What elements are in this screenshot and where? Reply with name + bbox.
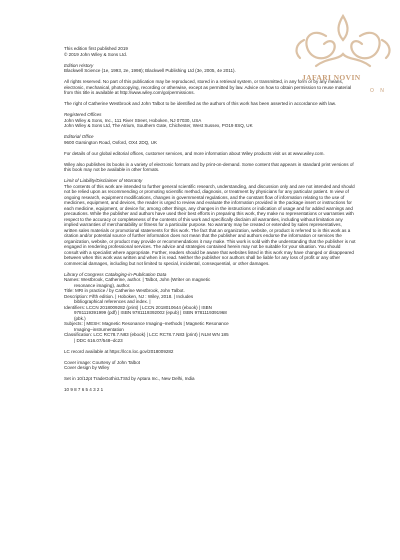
print-line: 10 9 8 7 6 5 4 3 2 1	[64, 387, 104, 392]
edition-history-heading: Edition History	[64, 62, 94, 68]
registered-office-us: John Wiley & Sons, Inc., 111 River Street, Hoboken, NJ 07030, USA	[64, 117, 202, 123]
lc-record-line: LC record available at https://lccn.loc.gov/2018009282	[64, 348, 174, 354]
cip-description: Description: Fifth edition. | Hoboken, NJ : Wiley, 2018. | Includes	[64, 293, 194, 299]
edition-history-text: Blackwell Science (1e, 1993, 2e, 1998); Blackwell Publishing Ltd (3e, 2005, 4e 2011).	[64, 68, 236, 73]
editorial-office-heading: Editorial Office	[64, 134, 94, 139]
copyright-page	[64, 46, 356, 393]
cip-title: Title: MRI in practice / by Catherine Westbrook, John Talbot.	[64, 288, 185, 293]
editorial-office-address: 9600 Garsington Road, Oxford, OX4 2DQ, UK	[64, 139, 158, 145]
cip-names: Names: Westbrook, Catherine, author. | Talbot, John (Writer on magnetic	[64, 277, 211, 282]
authors-right-paragraph: The right of Catherine Westbrook and John Talbot to be identified as the authors of this work has been asserted in accordance with law.	[64, 101, 337, 106]
registered-office-uk: John Wiley & Sons Ltd, The Atrium, Southern Gate, Chichester, West Sussex, PO19 8SQ, UK	[64, 123, 253, 128]
cover-design-credit: Cover design by Wiley	[64, 365, 110, 370]
typeset-line: Set in 10/12pt TradeGothicLTStd by Aptara Inc., New Delhi, India	[64, 376, 195, 381]
liability-heading: Limit of Liability/Disclaimer of Warranty	[64, 178, 143, 183]
details-paragraph: For details of our global editorial offices, customer services, and more information about Wiley products visit us at www.wiley.com.	[64, 150, 325, 156]
cip-classification: Classification: LCC RC78.7.N83 (ebook) | LCC RC78.7.N83 (print) | NLM WN 185	[64, 332, 229, 337]
cip-subjects: Subjects: | MESH: Magnetic Resonance Imaging–methods | Magnetic Resonance	[64, 321, 229, 326]
cip-description-cont: bibliographical references and index. |	[74, 299, 151, 304]
cip-identifiers: Identifiers: LCCN 2018009282 (print) | LCCN 2018010644 (ebook) | ISBN	[64, 304, 212, 310]
registered-offices-heading: Registered Offices	[64, 112, 102, 117]
cip-subjects-cont: Imaging–instrumentation	[74, 326, 124, 332]
formats-paragraph: Wiley also publishes its books in a variety of electronic formats and by print-on-demand. Some content that appears in standard print versions of this book may not be available in other formats.	[64, 161, 354, 172]
cip-names-cont: resonance imaging), author.	[74, 282, 131, 288]
watermark-tail: O N	[370, 88, 387, 94]
watermark-brand: JAFARI NOVIN	[302, 73, 361, 82]
cover-image-credit: Cover image: Courtesy of John Talbot	[64, 359, 140, 365]
rights-paragraph: All rights reserved. No part of this publication may be reproduced, stored in a retrieval system, or transmitted, in any form or by any means, electronic, mechanical, photocopying, recording or otherwise, except as permitted by law. Advice on how to obtain permission to reuse material from this title is available at http://www.wiley.com/go/permissions.	[64, 79, 352, 95]
cip-identifiers-cont1: 9781119391999 (pdf) | ISBN 9781119392002 (epub) | ISBN 9781119391968	[74, 310, 227, 315]
cip-heading: Library of Congress Cataloging-in-Publication Data	[64, 271, 167, 277]
cip-identifiers-cont2: (pbk.)	[74, 315, 86, 321]
edition-line: This edition first published 2019	[64, 46, 128, 51]
cip-ddc: | DDC 616.07/548–dc23	[74, 337, 123, 343]
copyright-line: © 2019 John Wiley & Sons Ltd.	[64, 51, 127, 57]
liability-text: The contents of this work are intended to further general scientific research, understanding, and discussion only and are not intended and should not be relied upon as recommending or promoting scientific method, diagnosis, or treatment by physicians for any particular patient. In view of ongoing research, equipment modifications, changes in governmental regulations, and the constant flow of information relating to the use of medicines, equipment, and devices, the reader is urged to review and evaluate the information provided in the package insert or instructions for each medicine, equipment, or device for, among other things, any changes in the instructions or indication of usage and for added warnings and precautions. While the publisher and authors have used their best efforts in preparing this work, they make no representations or warranties with respect to the accuracy or completeness of the contents of this work and specifically disclaim all warranties, including without limitation any implied warranties of merchantability or fitness for a particular purpose. No warranty may be created or extended by sales representatives, written sales materials or promotional statements for this work. The fact that an organization, website, or product is referred to in this work as a citation and/or potential source of further information does not mean that the publisher and authors endorse the information or services the organization, website, or product may provide or recommendations it may make. This work is sold with the understanding that the publisher is not engaged in rendering professional services. The advice and strategies contained herein may not be suitable for your situation. You should consult with a specialist where appropriate. Further, readers should be aware that websites listed in this work may have changed or disappeared between when this work was written and when it is read. Neither the publisher nor authors shall be liable for any loss of profit or any other commercial damages, including but not limited to special, incidental, consequential, or other damages.	[64, 183, 356, 266]
